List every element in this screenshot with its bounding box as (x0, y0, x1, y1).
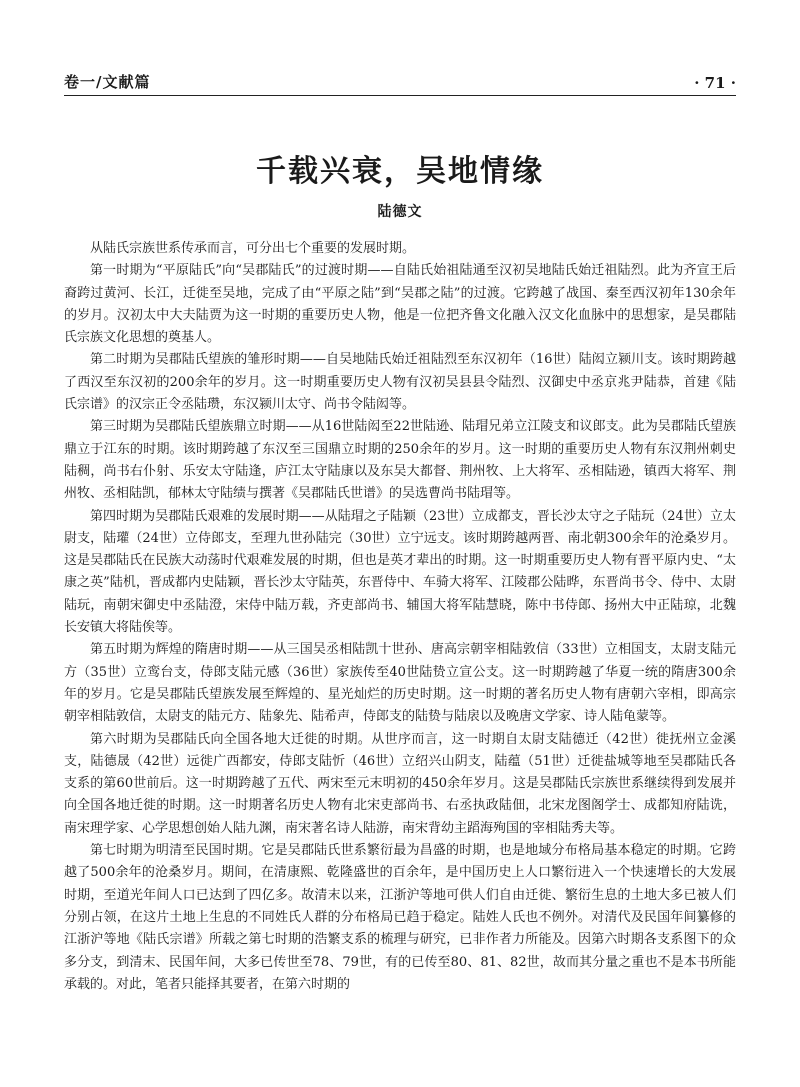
paragraph-intro: 从陆氏宗族世系传承而言，可分出七个重要的发展时期。 (90, 241, 416, 256)
paragraph-period-1: 第一时期为“平原陆氏”向“吴郡陆氏”的过渡时期——自陆氏始祖陆通至汉初吴地陆氏始迁祖陆烈。此为齐宣王后裔跨过黄河、长江，迁徙至吴地，完成了由“平原之陆”到“吴郡之陆”的过渡。它跨越了战国、秦至西汉初年130余年的岁月。汉初太中大夫陆贾为这一时期的重要历史人物，他是一位把齐鲁文化融入汉文化血脉中的思想家，是吴郡陆氏宗族文化思想的奠基人。 (64, 263, 736, 346)
article-title: 千载兴衰，吴地情缘 (256, 154, 544, 189)
paragraph-period-5: 第五时期为辉煌的隋唐时期——从三国吴丞相陆凯十世孙、唐高宗朝宰相陆敦信（33世）立相国支，太尉支陆元方（35世）立鸾台支，侍郎支陆元感（36世）家族传至40世陆贽立宣公支。这一时期跨越了华夏一统的隋唐300余年的岁月。它是吴郡陆氏望族发展至辉煌的、星光灿烂的历史时期。这一时期的著名历史人物有唐朝六宰相，即高宗朝宰相陆敦信，太尉支的陆元方、陆象先、陆希声，侍郎支的陆贽与陆扆以及晚唐文学家、诗人陆龟蒙等。 (64, 642, 736, 725)
paragraph-period-6: 第六时期为吴郡陆氏向全国各地大迁徙的时期。从世序而言，这一时期自太尉支陆德迁（42世）徙抚州立金溪支，陆德晟（42世）远徙广西都安，侍郎支陆忻（46世）立绍兴山阴支，陆蕴（51世）迁徙盐城等地至吴郡陆氏各支系的第60世前后。这一时期跨越了五代、两宋至元末明初的450余年岁月。这是吴郡陆氏宗族世系继续得到发展并向全国各地迁徙的时期。这一时期著名历史人物有北宋吏部尚书、右丞执政陆佃，北宋龙图阁学士、成都知府陆诜，南宋理学家、心学思想创始人陆九渊，南宋著名诗人陆游，南宋背幼主蹈海殉国的宰相陆秀夫等。 (64, 731, 736, 836)
paragraph-period-3: 第三时期为吴郡陆氏望族鼎立时期——从16世陆闳至22世陆逊、陆瑁兄弟立江陵支和议郎支。此为吴郡陆氏望族鼎立于江东的时期。该时期跨越了东汉至三国鼎立时期的250余年的岁月。这一时期的重要历史人物有东汉荆州刺史陆稠，尚书右仆射、乐安太守陆逢，庐江太守陆康以及东吴大都督、荆州牧、上大将军、丞相陆逊，镇西大将军、荆州牧、丞相陆凯，郁林太守陆绩与撰著《吴郡陆氏世谱》的吴选曹尚书陆瑁等。 (64, 419, 736, 502)
paragraph-period-2: 第二时期为吴郡陆氏望族的雏形时期——自吴地陆氏始迁祖陆烈至东汉初年（16世）陆闳立颍川支。该时期跨越了西汉至东汉初的200余年的岁月。这一时期重要历史人物有汉初吴县县令陆烈、汉御史中丞京兆尹陆恭，首建《陆氏宗谱》的汉宗正令丞陆瓒，东汉颍川太守、尚书令陆闳等。 (64, 352, 736, 413)
paragraph-period-7: 第七时期为明清至民国时期。它是吴郡陆氏世系繁衍最为昌盛的时期，也是地域分布格局基本稳定的时期。它跨越了500余年的沧桑岁月。期间，在清康熙、乾隆盛世的百余年，是中国历史上人口繁衍进入一个快速增长的大发展时期，至道光年间人口已达到了四亿多。故清末以来，江浙沪等地可供人们自由迁徙、繁衍生息的土地大多已被人们分别占领，在这片土地上生息的不同姓氏人群的分布格局已趋于稳定。陆姓人氏也不例外。对清代及民国年间纂修的江浙沪等地《陆氏宗谱》所载之第七时期的浩繁支系的梳理与研究，已非作者力所能及。因第六时期各支系图下的众多分支，到清末、民国年间，大多已传世至78、79世，有的已传至80、81、82世，故而其分量之重也不是本书所能承载的。对此，笔者只能择其要者，在第六时期的 (64, 843, 736, 992)
author-name: 陆德文 (377, 204, 423, 220)
paragraph-period-4: 第四时期为吴郡陆氏艰难的发展时期——从陆瑁之子陆颖（23世）立成都支，晋长沙太守之子陆玩（24世）立太尉支，陆瓘（24世）立侍郎支，至理九世孙陆完（30世）立宁远支。该时期跨越两晋、南北朝300余年的沧桑岁月。这是吴郡陆氏在民族大动荡时代艰难发展的时期，但也是英才辈出的时期。这一时期重要历史人物有晋平原内史、“太康之英”陆机，晋成都内史陆颖，晋长沙太守陆英，东晋侍中、车骑大将军、江陵郡公陆晔，东晋尚书令、侍中、太尉陆玩，南朝宋御史中丞陆澄，宋侍中陆万载，齐吏部尚书、辅国大将军陆慧晓，陈中书侍郎、扬州大中正陆琼，北魏长安镇大将陆俟等。 (64, 508, 736, 636)
section-title: 卷一/文献篇 (64, 73, 151, 91)
article-body (64, 238, 736, 1068)
running-header (64, 66, 736, 92)
page-number: · 71 · (694, 74, 736, 92)
header-rule (64, 95, 736, 96)
